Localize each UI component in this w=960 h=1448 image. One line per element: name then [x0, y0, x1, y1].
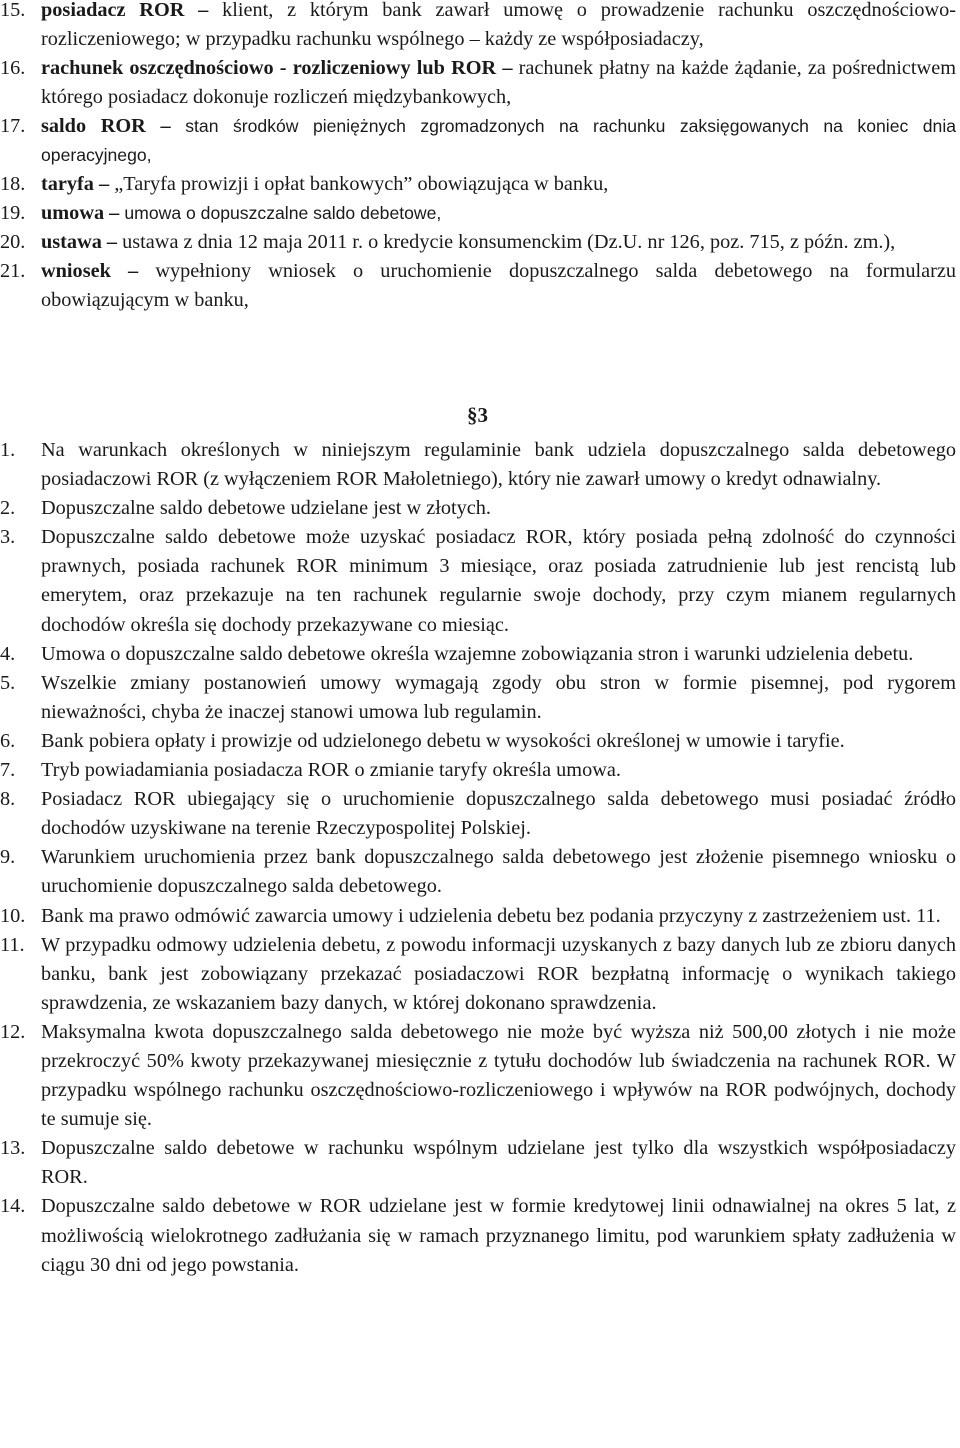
rule-item [0, 843, 956, 901]
rule-item [0, 902, 956, 931]
item-number: 2. [0, 497, 16, 520]
definition-item [0, 170, 956, 199]
definition-term: taryfa [41, 173, 94, 195]
item-number: 8. [0, 788, 16, 811]
rule-item [0, 1018, 956, 1134]
rule-text: Bank ma prawo odmówić zawarcia umowy i udzielenia debetu bez podania przyczyny z zastrzeżeniem ust. 11. [41, 904, 941, 927]
item-number: 11. [0, 933, 25, 956]
definition-text: umowa o dopuszczalne saldo debetowe, [124, 203, 442, 223]
item-number: 10. [0, 904, 26, 927]
definition-text: „Taryfa prowizji i opłat bankowych” obowiązująca w banku, [114, 173, 609, 195]
item-number: 19. [0, 202, 26, 224]
item-number: 7. [0, 759, 16, 782]
rule-text: W przypadku odmowy udzielenia debetu, z powodu informacji uzyskanych z bazy danych lub ze zbioru danych banku, bank jest zobowiązany przekazać posiadaczowi ROR bezpłatną informację o wynikach takiego sprawdzenia, ze wskazaniem bazy danych, w której dokonano sprawdzenia. [41, 933, 956, 1014]
rule-text: Dopuszczalne saldo debetowe w rachunku wspólnym udzielane jest tylko dla wszystkich współposiadaczy ROR. [41, 1137, 956, 1189]
item-number: 21. [0, 260, 26, 282]
item-number: 4. [0, 642, 16, 665]
item-number: 18. [0, 173, 26, 195]
definition-dash: – [496, 57, 519, 79]
definition-dash: – [104, 202, 125, 224]
definition-dash: – [93, 173, 115, 195]
definition-item [0, 54, 956, 112]
item-number: 16. [0, 57, 26, 79]
rule-item [0, 785, 956, 843]
rule-text: Warunkiem uruchomienia przez bank dopuszczalnego salda debetowego jest złożenie pisemnego wniosku o uruchomienie dopuszczalnego salda debetowego. [41, 846, 956, 898]
definition-item [0, 228, 956, 257]
item-number: 20. [0, 231, 26, 253]
definition-text: wypełniony wniosek o uruchomienie dopuszczalnego salda debetowego na formularzu obowiązującym w banku, [41, 260, 956, 311]
definition-term: ustawa [41, 231, 102, 253]
definition-text: ustawa z dnia 12 maja 2011 r. o kredycie konsumenckim (Dz.U. nr 126, poz. 715, z późn. zm.), [122, 231, 896, 253]
rule-item [0, 640, 956, 669]
rule-item [0, 494, 956, 523]
rule-text: Maksymalna kwota dopuszczalnego salda debetowego nie może być wyższa niż 500,00 złotych i nie może przekroczyć 50% kwoty przekazywanej miesięcznie z tytułu dochodów lub świadczenia na rachunek ROR. W przypadku wspólnego rachunku oszczędnościowo-rozliczeniowego i wpływów na ROR podwójnych, dochody te sumuje się. [41, 1020, 956, 1131]
section-heading: §3 [467, 403, 488, 427]
rule-item [0, 523, 956, 639]
rule-item [0, 756, 956, 785]
item-number: 1. [0, 439, 16, 461]
definition-term: saldo ROR [41, 115, 146, 137]
item-number: 12. [0, 1020, 26, 1043]
definition-item [0, 257, 956, 315]
rule-item [0, 669, 956, 727]
rule-text: Na warunkach określonych w niniejszym regulaminie bank udziela dopuszczalnego salda debetowego posiadaczowi ROR (z wyłączeniem ROR Małoletniego), który nie zawarł umowy o kredyt odnawialny. [41, 439, 956, 491]
definition-term: rachunek oszczędnościowo - rozliczeniowy lub ROR [41, 57, 497, 79]
item-number: 14. [0, 1195, 26, 1218]
definition-text: stan środków pieniężnych zgromadzonych na rachunku zaksięgowanych na koniec dnia operacyjnego, [41, 116, 957, 165]
definition-text: rachunek płatny na każde żądanie, za pośrednictwem którego posiadacz dokonuje rozliczeń międzybankowych, [41, 57, 956, 108]
definition-item [0, 199, 956, 228]
definition-term: posiadacz ROR [41, 0, 185, 21]
rule-item [0, 1192, 956, 1279]
rule-text: Dopuszczalne saldo debetowe udzielane jest w złotych. [41, 497, 491, 520]
definition-dash: – [145, 115, 186, 137]
item-number: 3. [0, 526, 16, 549]
rule-item [0, 727, 956, 756]
definition-term: umowa [41, 202, 105, 224]
item-number: 17. [0, 115, 26, 137]
definition-dash: – [110, 260, 156, 282]
definitions-list [0, 0, 956, 315]
definition-text: klient, z którym bank zawarł umowę o prowadzenie rachunku oszczędnościowo-rozliczeniowego; w przypadku rachunku wspólnego – każdy ze współposiadaczy, [41, 0, 957, 50]
item-number: 9. [0, 846, 16, 869]
rule-item [0, 931, 956, 1018]
item-number: 6. [0, 729, 16, 752]
rules-list [0, 436, 956, 1280]
definition-dash: – [101, 231, 123, 253]
item-number: 5. [0, 671, 16, 694]
rule-item [0, 436, 956, 494]
rule-item [0, 1134, 956, 1192]
definition-item [0, 112, 956, 170]
rule-text: Wszelkie zmiany postanowień umowy wymagają zgody obu stron w formie pisemnej, pod rygorem nieważności, chyba że inaczej stanowi umowa lub regulamin. [41, 671, 956, 723]
rule-text: Bank pobiera opłaty i prowizje od udzielonego debetu w wysokości określonej w umowie i taryfie. [41, 729, 845, 752]
rule-text: Dopuszczalne saldo debetowe w ROR udzielane jest w formie kredytowej linii odnawialnej na okres 5 lat, z możliwością wielokrotnego zadłużania się w ramach przyznanego limitu, pod warunkiem spłaty zadłużenia w ciągu 30 dni od jego powstania. [41, 1195, 956, 1276]
rule-text: Tryb powiadamiania posiadacza ROR o zmianie taryfy określa umowa. [41, 759, 621, 782]
definition-item [0, 0, 956, 54]
item-number: 13. [0, 1137, 26, 1160]
definition-term: wniosek [41, 260, 111, 282]
definition-dash: – [184, 0, 223, 21]
item-number: 15. [0, 0, 26, 21]
rule-text: Umowa o dopuszczalne saldo debetowe określa wzajemne zobowiązania stron i warunki udzielenia debetu. [41, 642, 914, 665]
rule-text: Posiadacz ROR ubiegający się o uruchomienie dopuszczalnego salda debetowego musi posiadać źródło dochodów uzyskiwane na terenie Rzeczypospolitej Polskiej. [41, 788, 956, 840]
rule-text: Dopuszczalne saldo debetowe może uzyskać posiadacz ROR, który posiada pełną zdolność do czynności prawnych, posiada rachunek ROR minimum 3 miesiące, oraz posiada zatrudnienie lub jest rencistą lub emerytem, oraz przekazuje na ten rachunek regularnie swoje dochody, przy czym mianem regularnych dochodów określa się dochody przekazywane co miesiąc. [41, 526, 956, 636]
